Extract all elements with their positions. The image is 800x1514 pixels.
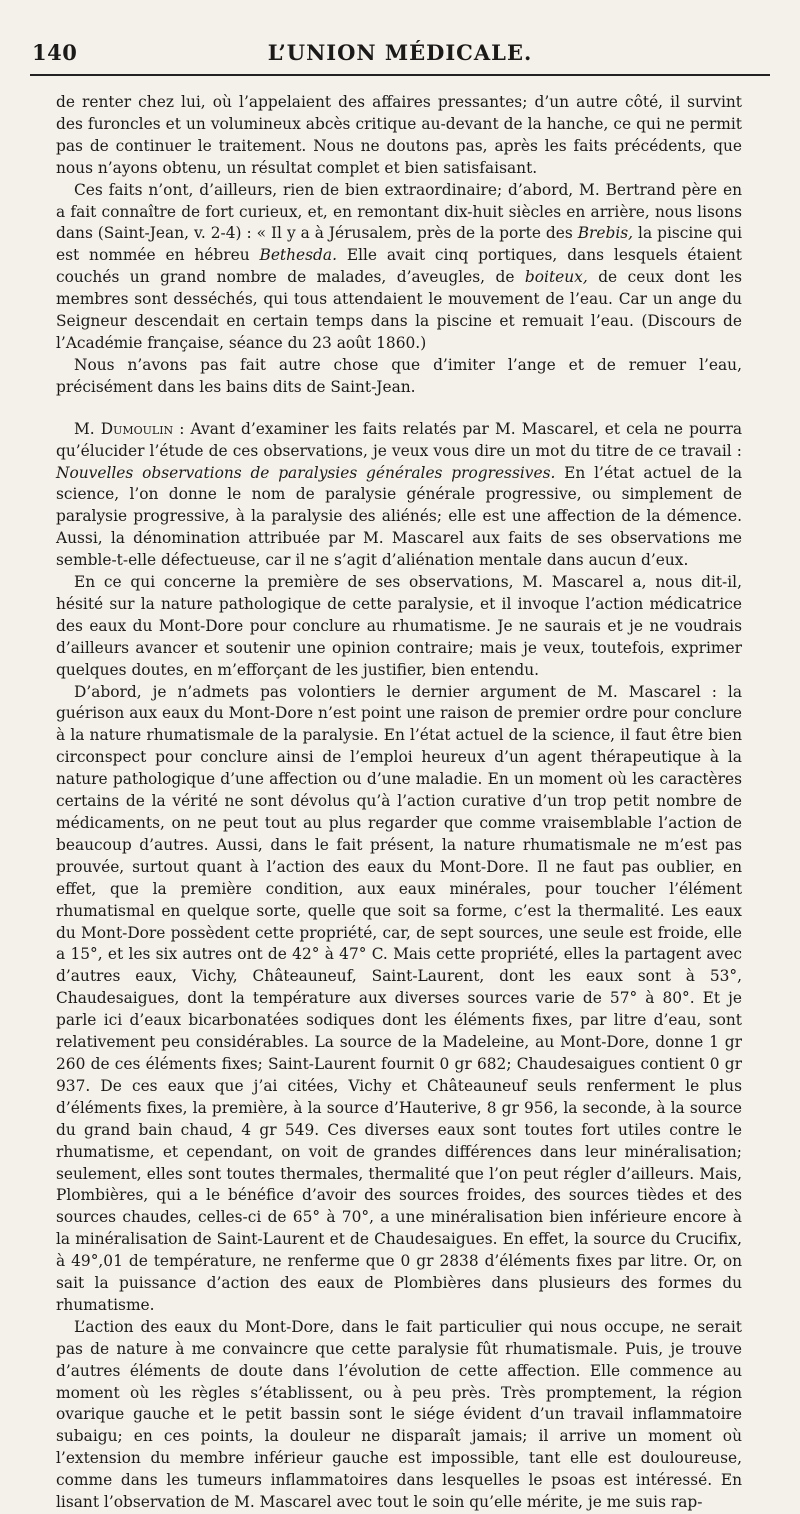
paragraph-2-text: la piscine qui est nommée en hébreu — [56, 224, 742, 265]
paragraph-7: L’action des eaux du Mont-Dore, dans le fait particulier qui nous occupe, ne serait pas de nature à me convaincre que cette paralysie fût rhumatismale. Puis, je trouve d’autres éléments de doute dans l’évolution de cette affection. Elle commence au moment où les règles s’établissent, ou à peu près. Très promptement, la région ovarique gauche et le petit bassin sont le siége évident d’un travail inflammatoire subaigu; en ces points, la douleur ne disparaît jamais; il arrive un moment où l’extension du membre inférieur gauche est impossible, tant elle est douloureuse, comme dans les tumeurs inflammatoires dans lesquelles le psoas est intéressé. En lisant l’observation de M. Mascarel avec tout le soin qu’elle mérite, je me suis rap- — [56, 1317, 742, 1512]
speaker-name: M. Dumoulin — [74, 419, 174, 438]
word-bethesda: Bethesda. — [259, 246, 337, 265]
paragraph-2-text: Ces faits n’ont, d’ailleurs, rien de bien extraordinaire; d’abord, M. Bertrand père en a fait connaître de fort curieux, et, en remontant dix-huit siècles en arrière, nous lisons dans (Saint-Jean, v. 2-4) : « Il y a à Jérusalem, près de la porte des — [56, 180, 742, 243]
page-number: 140 — [32, 40, 78, 65]
paragraph-5: En ce qui concerne la première de ses observations, M. Mascarel a, nous dit-il, hésité sur la nature pathologique de cette paralysie, et il invoque l’action médicatrice des eaux du Mont-Dore pour conclure au rhumatisme. Je ne saurais et je ne voudrais d’ailleurs avancer et soutenir une opinion contraire; mais je veux, toutefois, exprimer quelques doutes, en m’efforçant de les justifier, bien entendu. — [56, 573, 742, 679]
word-boiteux: boiteux, — [524, 268, 588, 287]
running-title: L’UNION MÉDICALE. — [267, 40, 533, 65]
paragraph-4 — [56, 419, 742, 572]
article-body — [56, 92, 742, 1514]
paragraph-2-text: de ceux dont les membres sont desséchés, qui tous attendaient le mouvement de l’eau. Car un ange du Seigneur descendait en certain temps dans la piscine et remuait l’eau. (Discours de l’Académie française, séance du 23 août 1860.) — [56, 268, 742, 352]
paragraph-4-text: : Avant d’examiner les faits relatés par M. Mascarel, et cela ne pourra qu’élucider l’étude de ces observations, je veux vous dire un mot du titre de ce travail : — [56, 419, 742, 460]
paragraph-1: de renter chez lui, où l’appelaient des affaires pressantes; d’un autre côté, il survint des furoncles et un volumineux abcès critique au-devant de la hanche, ce qui ne permit pas de continuer le traitement. Nous ne doutons pas, après les faits précédents, que nous n’ayons obtenu, un résultat complet et bien satisfaisant. — [56, 93, 742, 177]
word-brebis: Brebis, — [577, 224, 634, 243]
paragraph-4-text: En l’état actuel de la science, l’on donne le nom de paralysie générale progressive, ou simplement de paralysie progressive, à la paralysie des aliénés; elle est une affection de la démence. Aussi, la dénomination attribuée par M. Mascarel aux faits de ses observations me semble-t-elle défectueuse, car il ne s’agit d’aliénation mentale dans aucun d’eux. — [56, 463, 742, 570]
article-title-italic: Nouvelles observations de paralysies générales progressives. — [56, 463, 556, 482]
paragraph-3: Nous n’avons pas fait autre chose que d’imiter l’ange et de remuer l’eau, précisément dans les bains dits de Saint-Jean. — [56, 355, 742, 396]
page-header — [30, 40, 770, 76]
paragraph-6: D’abord, je n’admets pas volontiers le dernier argument de M. Mascarel : la guérison aux eaux du Mont-Dore n’est point une raison de premier ordre pour conclure à la nature rhumatismale de la paralysie. En l’état actuel de la science, il faut être bien circonspect pour conclure ainsi de l’emploi heureux d’un agent thérapeutique à la nature pathologique d’une affection ou d’une maladie. En un moment où les caractères certains de la vérité ne sont dévolus qu’à l’action curative d’un trop petit nombre de médicaments, on ne peut tout au plus regarder que comme vraisemblable l’action de beaucoup d’autres. Aussi, dans le fait présent, la nature rhumatismale ne m’est pas prouvée, surtout quant à l’action des eaux du Mont-Dore. Il ne faut pas oublier, en effet, que la première condition, aux eaux minérales, pour toucher l’élément rhumatismal en quelque sorte, quelle que soit sa forme, c’est la thermalité. Les eaux du Mont-Dore possèdent cette propriété, car, de sept sources, une seule est froide, elle a 15°, et les six autres ont de 42° à 47° C. Mais cette propriété, elles la partagent avec d’autres eaux, Vichy, Châteauneuf, Saint-Laurent, dont les eaux sont à 53°, Chaudesaigues, dont la température aux diverses sources varie de 57° à 80°. Et je parle ici d’eaux bicarbonatées sodiques dont les éléments fixes, par litre d’eau, sont relativement peu considérables. La source de la Madeleine, au Mont-Dore, donne 1 gr 260 de ces éléments fixes; Saint-Laurent fournit 0 gr 682; Chaudesaigues contient 0 gr 937. De ces eaux que j’ai citées, Vichy et Châteauneuf seuls renferment le plus d’éléments fixes, la première, à la source d’Hauterive, 8 gr 956, la seconde, à la source du grand bain chaud, 4 gr 549. Ces diverses eaux sont toutes fort utiles contre le rhumatisme, et cependant, on voit de grandes différences dans leur minéralisation; seulement, elles sont toutes thermales, thermalité que l’on peut régler d’ailleurs. Mais, Plombières, qui a le bénéfice d’avoir des sources froides, des sources tièdes et des sources chaudes, celles-ci de 65° à 70°, a une minéralisation bien inférieure encore à la minéralisation de Saint-Laurent et de Chaudesaigues. En effet, la source du Crucifix, à 49°,01 de température, ne renferme que 0 gr 2838 d’éléments fixes par litre. Or, on sait la puissance d’action des eaux de Plombières dans plusieurs des formes du rhumatisme. — [56, 682, 742, 1314]
paragraph-2 — [56, 180, 742, 355]
paragraph-2-text: Elle avait cinq portiques, dans lesquels étaient couchés un grand nombre de malades, d’aveugles, de — [56, 246, 742, 287]
